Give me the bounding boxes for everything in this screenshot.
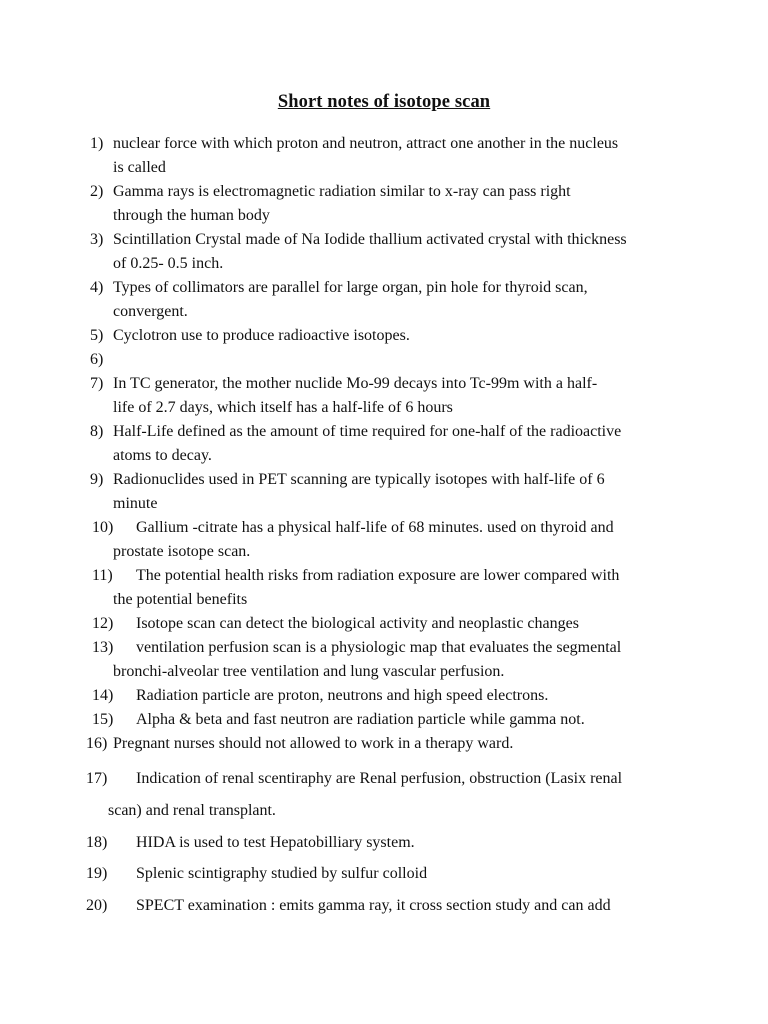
page-title: Short notes of isotope scan xyxy=(277,92,491,112)
item-text: HIDA is used to test Hepatobilliary system. xyxy=(136,834,415,851)
item-number: 18) xyxy=(86,834,108,851)
item-text: Cyclotron use to produce radioactive isotopes. xyxy=(113,327,410,344)
item-number: 3) xyxy=(90,231,104,248)
item-text: Pregnant nurses should not allowed to work in a therapy ward. xyxy=(113,735,514,752)
item-text: nuclear force with which proton and neutron, attract one another in the nucleus xyxy=(113,135,619,152)
list-item xyxy=(0,862,768,886)
list-item xyxy=(0,420,768,444)
item-text-continued: is called xyxy=(113,159,166,176)
item-text: Radiation particle are proton, neutrons and high speed electrons. xyxy=(136,687,549,704)
item-text: Splenic scintigraphy studied by sulfur colloid xyxy=(136,865,428,882)
item-number: 11) xyxy=(92,567,113,584)
item-number: 4) xyxy=(90,279,104,296)
list-item xyxy=(0,831,768,855)
item-text-continued: minute xyxy=(113,495,158,512)
list-item xyxy=(0,767,768,791)
item-text: SPECT examination : emits gamma ray, it cross section study and can add xyxy=(136,897,611,914)
list-item xyxy=(0,348,768,372)
item-number: 1) xyxy=(90,135,104,152)
item-text: Indication of renal scentiraphy are Renal perfusion, obstruction (Lasix renal xyxy=(136,770,623,787)
item-text-continued: atoms to decay. xyxy=(113,447,212,464)
list-item xyxy=(0,894,768,918)
item-text: Scintillation Crystal made of Na Iodide thallium activated crystal with thickness xyxy=(113,231,627,248)
list-item xyxy=(0,324,768,348)
item-text: Gallium -citrate has a physical half-life of 68 minutes. used on thyroid and xyxy=(136,519,614,536)
list-item xyxy=(0,180,768,204)
item-text-continued: life of 2.7 days, which itself has a half-life of 6 hours xyxy=(113,399,453,416)
item-number: 19) xyxy=(86,865,108,882)
list-item xyxy=(0,564,768,588)
item-number: 14) xyxy=(92,687,114,704)
item-number: 7) xyxy=(90,375,104,392)
list-item xyxy=(0,684,768,708)
item-number: 9) xyxy=(90,471,104,488)
item-text-continued: through the human body xyxy=(113,207,270,224)
list-item xyxy=(0,372,768,396)
item-text: ventilation perfusion scan is a physiologic map that evaluates the segmental xyxy=(136,639,622,656)
list-item xyxy=(0,276,768,300)
item-text-continued: convergent. xyxy=(113,303,188,320)
list-item xyxy=(0,132,768,156)
item-text: Half-Life defined as the amount of time required for one-half of the radioactive xyxy=(113,423,622,440)
list-item xyxy=(0,516,768,540)
item-number: 17) xyxy=(86,770,108,787)
item-text-continued: scan) and renal transplant. xyxy=(108,802,276,819)
item-number: 5) xyxy=(90,327,104,344)
item-text: Gamma rays is electromagnetic radiation similar to x-ray can pass right xyxy=(113,183,571,200)
item-text-continued: of 0.25- 0.5 inch. xyxy=(113,255,224,272)
list-item xyxy=(0,612,768,636)
list-item xyxy=(0,708,768,732)
item-text: Radionuclides used in PET scanning are typically isotopes with half-life of 6 xyxy=(113,471,605,488)
item-number: 2) xyxy=(90,183,104,200)
item-text: Types of collimators are parallel for large organ, pin hole for thyroid scan, xyxy=(113,279,588,296)
item-number: 16) xyxy=(86,735,108,752)
list-item xyxy=(0,732,768,756)
list-item xyxy=(0,636,768,660)
item-number: 20) xyxy=(86,897,108,914)
item-text-continued: prostate isotope scan. xyxy=(113,543,251,560)
item-number: 12) xyxy=(92,615,114,632)
item-number: 10) xyxy=(92,519,114,536)
list-item xyxy=(0,228,768,252)
item-text: In TC generator, the mother nuclide Mo-99 decays into Tc-99m with a half- xyxy=(113,375,598,392)
list-item xyxy=(0,468,768,492)
item-number: 15) xyxy=(92,711,114,728)
item-text-continued: bronchi-alveolar tree ventilation and lung vascular perfusion. xyxy=(113,663,505,680)
item-text-continued: the potential benefits xyxy=(113,591,248,608)
item-text: The potential health risks from radiation exposure are lower compared with xyxy=(136,567,620,584)
item-number: 13) xyxy=(92,639,114,656)
item-number: 6) xyxy=(90,351,104,368)
item-number: 8) xyxy=(90,423,104,440)
item-text: Isotope scan can detect the biological activity and neoplastic changes xyxy=(136,615,579,632)
item-text: Alpha & beta and fast neutron are radiation particle while gamma not. xyxy=(136,711,585,728)
